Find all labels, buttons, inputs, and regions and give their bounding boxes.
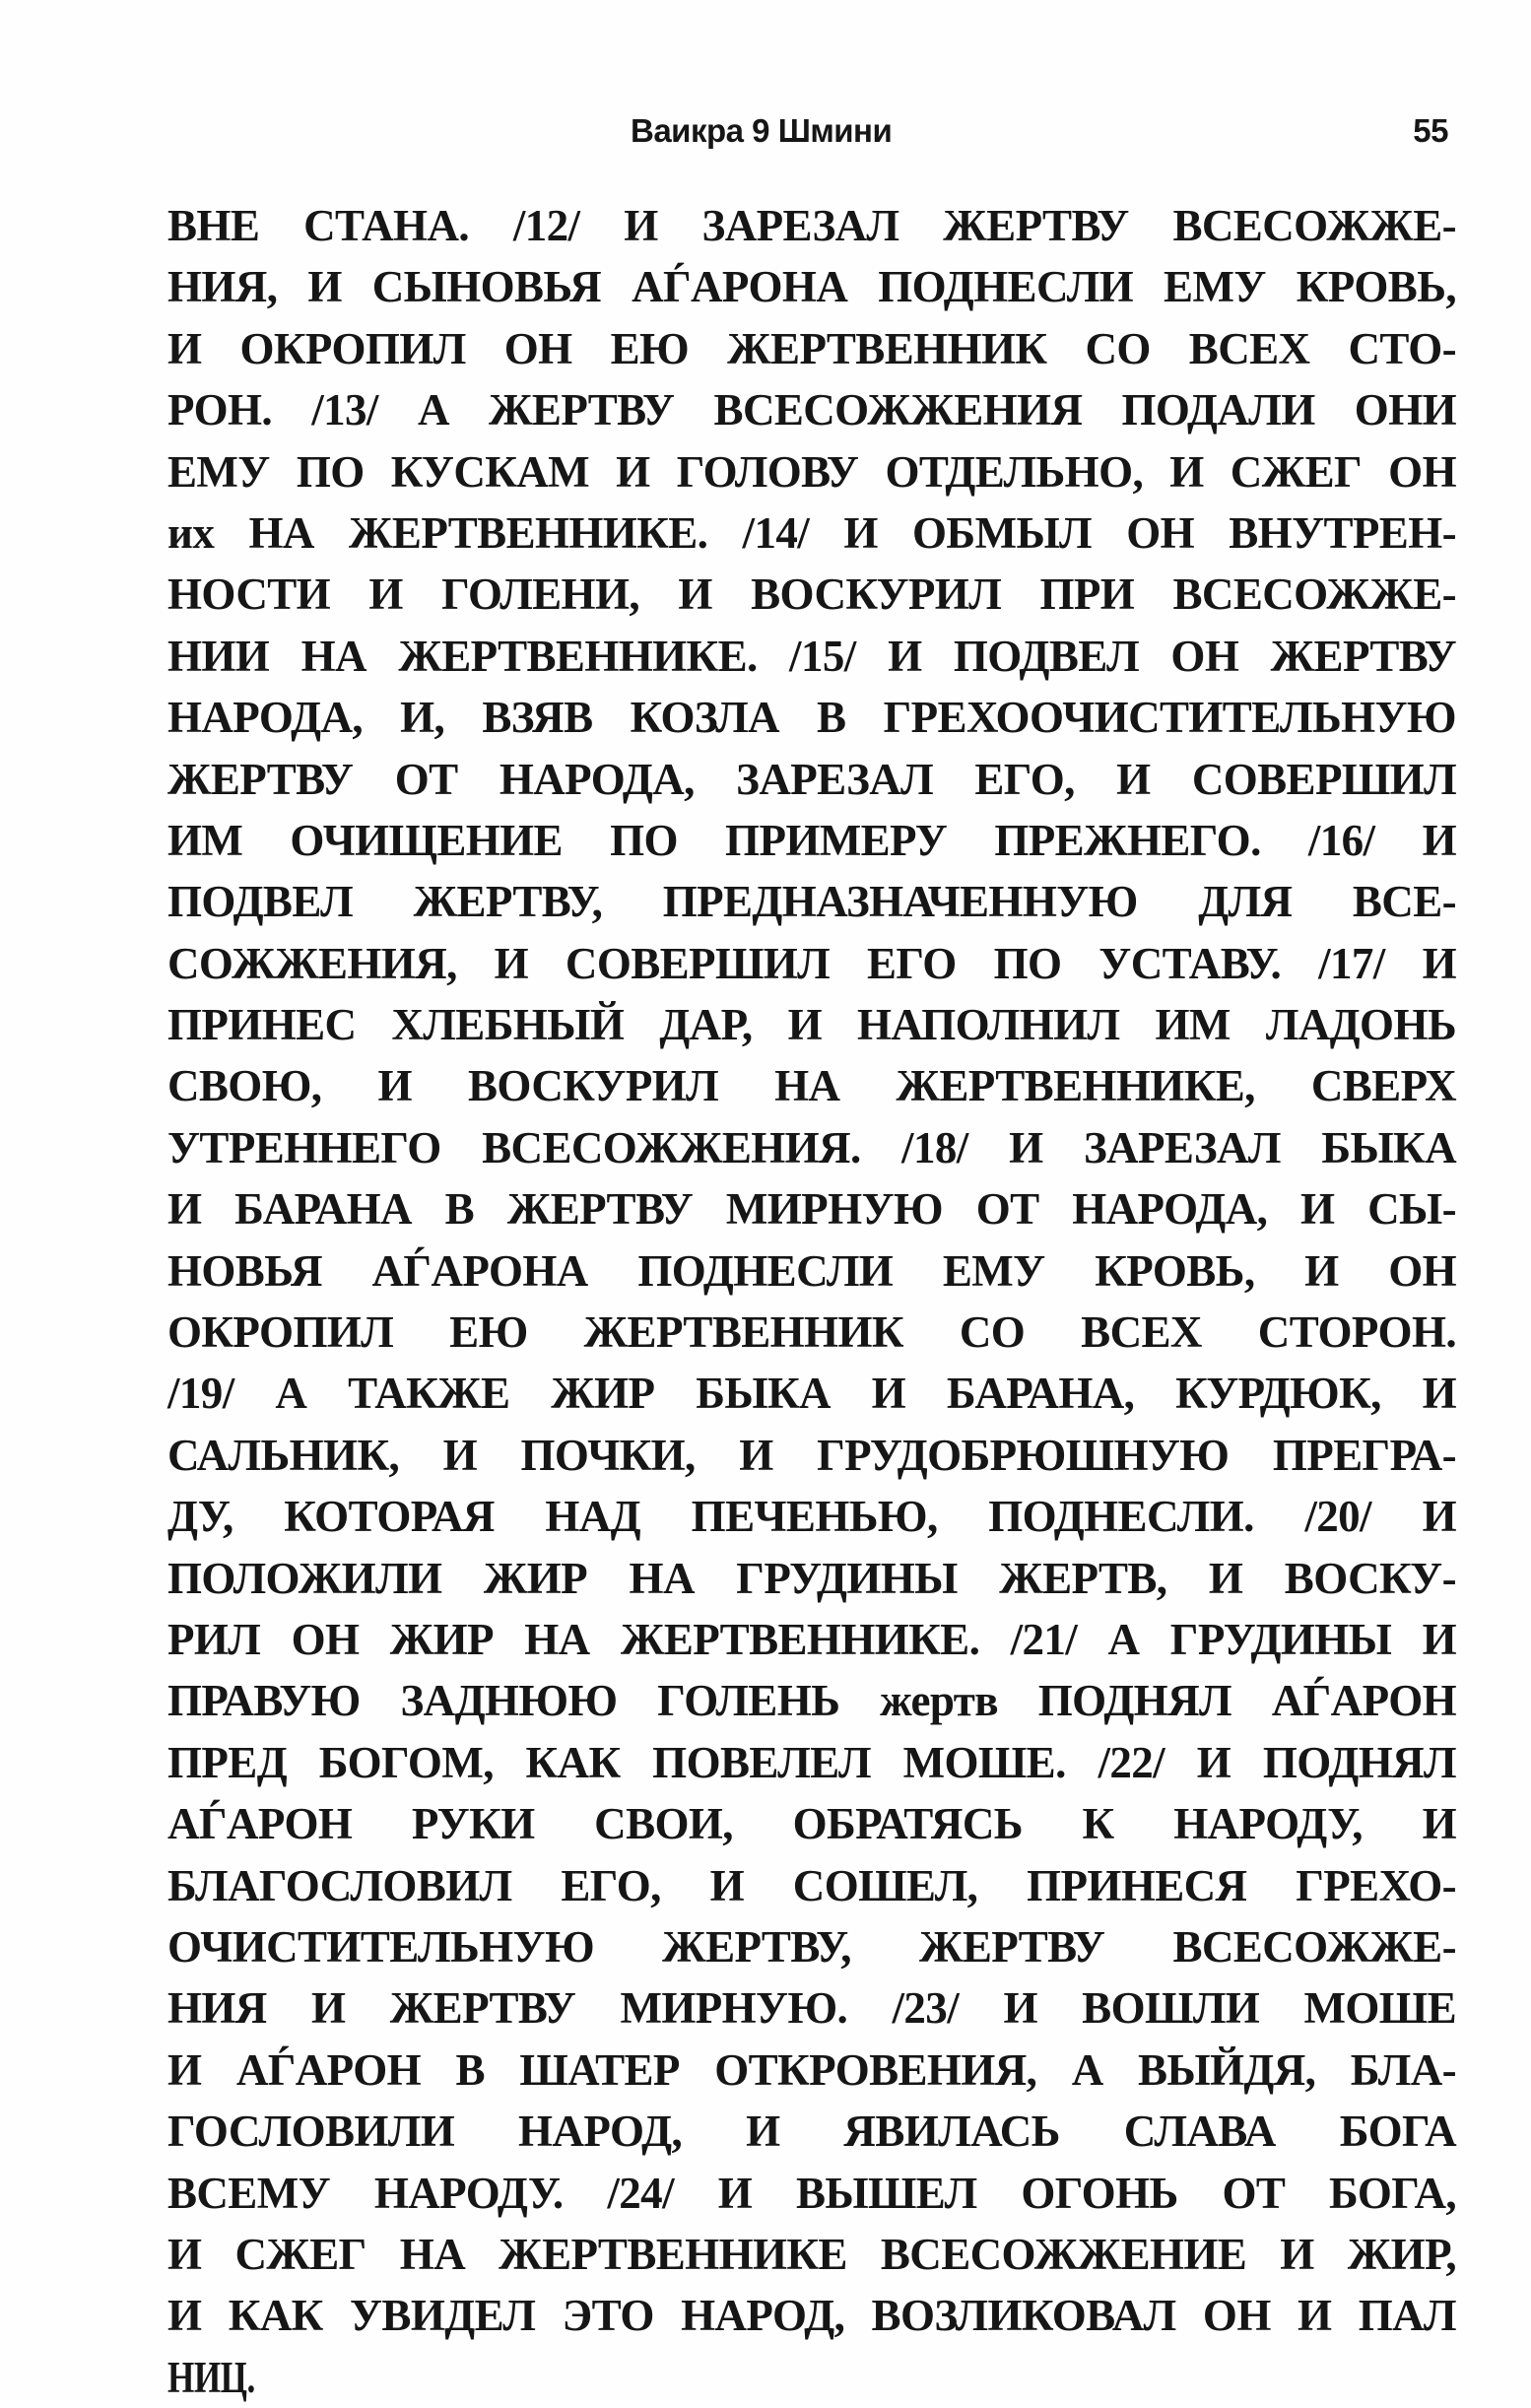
- text-line: ДУ, КОТОРАЯ НАД ПЕЧЕНЬЮ, ПОДНЕСЛИ. /20/ И: [167, 1492, 1456, 1542]
- running-header: [631, 106, 1448, 156]
- text-line: /19/ А ТАКЖЕ ЖИР БЫКА И БАРАНА, КУРДЮК, И: [167, 1369, 1456, 1419]
- text-line: И АЃАРОН В ШАТЕР ОТКРОВЕНИЯ, А ВЫЙДЯ, БЛА-: [167, 2044, 1456, 2095]
- text-line: ИМ ОЧИЩЕНИЕ ПО ПРИМЕРУ ПРЕЖНЕГО. /16/ И: [167, 815, 1456, 865]
- text-line: СВОЮ, И ВОСКУРИЛ НА ЖЕРТВЕННИКЕ, СВЕРХ: [167, 1061, 1456, 1111]
- page-number: 55: [1413, 112, 1448, 149]
- text-line: ПОЛОЖИЛИ ЖИР НА ГРУДИНЫ ЖЕРТВ, И ВОСКУ-: [167, 1553, 1456, 1603]
- text-line: И БАРАНА В ЖЕРТВУ МИРНУЮ ОТ НАРОДА, И СЫ-: [167, 1184, 1456, 1235]
- text-line: СОЖЖЕНИЯ, И СОВЕРШИЛ ЕГО ПО УСТАВУ. /17/ И: [167, 938, 1456, 988]
- text-line: ОКРОПИЛ ЕЮ ЖЕРТВЕННИК СО ВСЕХ СТОРОН.: [167, 1307, 1456, 1358]
- text-line: БЛАГОСЛОВИЛ ЕГО, И СОШЕЛ, ПРИНЕСЯ ГРЕХО-: [167, 1860, 1456, 1910]
- text-line: НИЯ, И СЫНОВЬЯ АЃАРОНА ПОДНЕСЛИ ЕМУ КРОВЬ,: [167, 262, 1456, 312]
- text-line-last: НИЦ.: [167, 2352, 255, 2402]
- chapter-title: Ваикра 9 Шмини: [631, 112, 893, 149]
- text-line: ЖЕРТВУ ОТ НАРОДА, ЗАРЕЗАЛ ЕГО, И СОВЕРШИЛ: [167, 754, 1456, 804]
- text-line: И ОКРОПИЛ ОН ЕЮ ЖЕРТВЕННИК СО ВСЕХ СТО-: [167, 323, 1456, 373]
- text-line: ГОСЛОВИЛИ НАРОД, И ЯВИЛАСЬ СЛАВА БОГА: [167, 2107, 1456, 2157]
- text-line: ПРАВУЮ ЗАДНЮЮ ГОЛЕНЬ жертв ПОДНЯЛ АЃАРОН: [167, 1676, 1456, 1726]
- text-line: их НА ЖЕРТВЕННИКЕ. /14/ И ОБМЫЛ ОН ВНУТРЕН-: [167, 507, 1456, 558]
- text-line: АЃАРОН РУКИ СВОИ, ОБРАТЯСЬ К НАРОДУ, И: [167, 1799, 1456, 1849]
- text-line: НАРОДА, И, ВЗЯВ КОЗЛА В ГРЕХООЧИСТИТЕЛЬНУЮ: [167, 693, 1456, 743]
- body-text: [167, 195, 1456, 2408]
- text-line: И КАК УВИДЕЛ ЭТО НАРОД, ВОЗЛИКОВАЛ ОН И ПАЛ: [167, 2291, 1456, 2341]
- text-line: НОВЬЯ АЃАРОНА ПОДНЕСЛИ ЕМУ КРОВЬ, И ОН: [167, 1245, 1456, 1296]
- text-line: ПРЕД БОГОМ, КАК ПОВЕЛЕЛ МОШЕ. /22/ И ПОДНЯЛ: [167, 1737, 1456, 1787]
- text-line: ЕМУ ПО КУСКАМ И ГОЛОВУ ОТДЕЛЬНО, И СЖЕГ ОН: [167, 446, 1456, 497]
- text-line: ВНЕ СТАНА. /12/ И ЗАРЕЗАЛ ЖЕРТВУ ВСЕСОЖЖЕ-: [167, 201, 1456, 250]
- text-line: САЛЬНИК, И ПОЧКИ, И ГРУДОБРЮШНУЮ ПРЕГРА-: [167, 1430, 1456, 1480]
- text-line: И СЖЕГ НА ЖЕРТВЕННИКЕ ВСЕСОЖЖЕНИЕ И ЖИР,: [167, 2229, 1456, 2279]
- text-line: РИЛ ОН ЖИР НА ЖЕРТВЕННИКЕ. /21/ А ГРУДИНЫ И: [167, 1614, 1456, 1664]
- text-line: ВСЕМУ НАРОДУ. /24/ И ВЫШЕЛ ОГОНЬ ОТ БОГА,: [167, 2168, 1456, 2218]
- text-line: ПОДВЕЛ ЖЕРТВУ, ПРЕДНАЗНАЧЕННУЮ ДЛЯ ВСЕ-: [167, 877, 1456, 927]
- text-line: ОЧИСТИТЕЛЬНУЮ ЖЕРТВУ, ЖЕРТВУ ВСЕСОЖЖЕ-: [167, 1921, 1456, 1972]
- text-line: НИИ НА ЖЕРТВЕННИКЕ. /15/ И ПОДВЕЛ ОН ЖЕРТВУ: [167, 631, 1456, 681]
- text-line: ПРИНЕС ХЛЕБНЫЙ ДАР, И НАПОЛНИЛ ИМ ЛАДОНЬ: [167, 1000, 1456, 1050]
- text-line: НИЯ И ЖЕРТВУ МИРНУЮ. /23/ И ВОШЛИ МОШЕ: [167, 1983, 1456, 2034]
- text-line: НОСТИ И ГОЛЕНИ, И ВОСКУРИЛ ПРИ ВСЕСОЖЖЕ-: [167, 569, 1456, 620]
- text-line: УТРЕННЕГО ВСЕСОЖЖЕНИЯ. /18/ И ЗАРЕЗАЛ БЫКА: [167, 1122, 1456, 1172]
- text-line: РОН. /13/ А ЖЕРТВУ ВСЕСОЖЖЕНИЯ ПОДАЛИ ОНИ: [167, 385, 1456, 435]
